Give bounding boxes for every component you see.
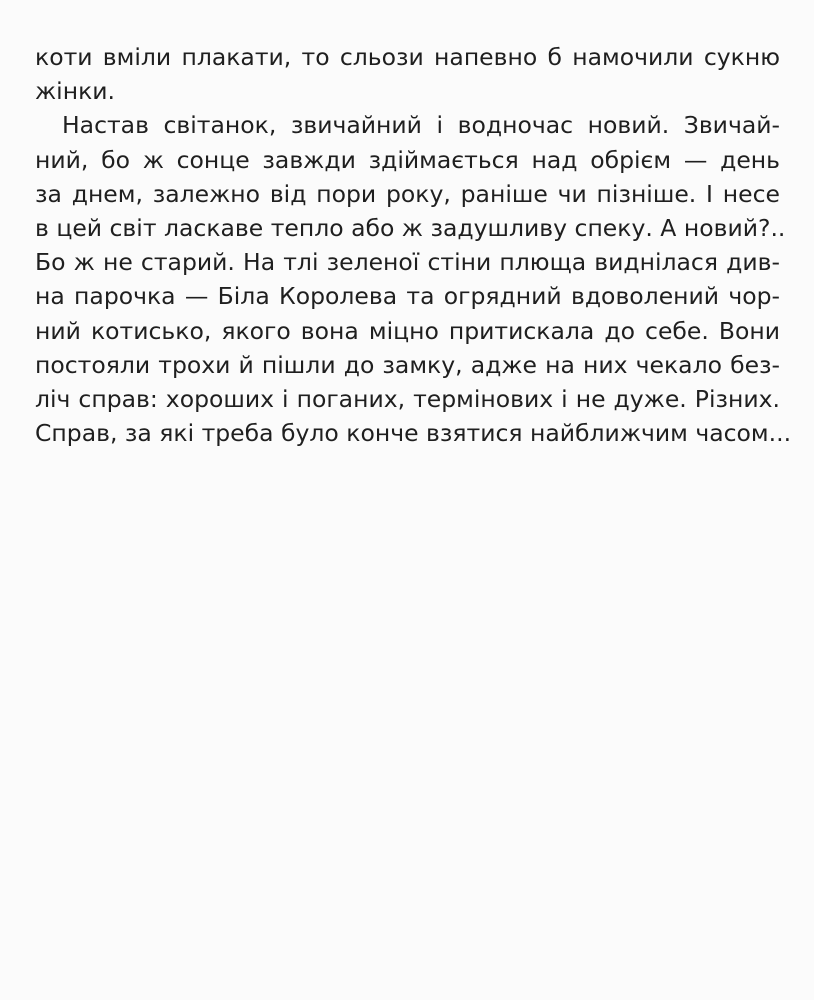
text-line: жінки. xyxy=(35,77,116,106)
text-line: ліч справ: хороших і поганих, термінових і не дуже. Різних. xyxy=(35,384,780,413)
paragraph-continued xyxy=(35,40,780,108)
book-page xyxy=(35,40,792,450)
paragraph-dawn xyxy=(35,108,792,450)
text-line: Настав світанок, звичайний і водночас новий. Звичай- xyxy=(62,111,780,140)
text-line: Справ, за які треба було конче взятися найближчим часом... xyxy=(35,419,792,448)
text-line: на парочка — Біла Королева та огрядний вдоволений чор- xyxy=(35,282,780,311)
text-line: ний котисько, якого вона міцно притискала до себе. Вони xyxy=(35,316,780,345)
text-line: в цей світ ласкаве тепло або ж задушливу спеку. А новий?.. xyxy=(35,213,786,242)
text-line: ний, бо ж сонце завжди здіймається над обрієм — день xyxy=(35,145,780,174)
text-line: Бо ж не старий. На тлі зеленої стіни плюща виднілася див- xyxy=(35,248,780,277)
text-line: коти вміли плакати, то сльози напевно б намочили сукню xyxy=(35,43,780,71)
text-line: постояли трохи й пішли до замку, адже на них чекало без- xyxy=(35,350,780,379)
text-line: за днем, залежно від пори року, раніше чи пізніше. І несе xyxy=(35,179,780,208)
